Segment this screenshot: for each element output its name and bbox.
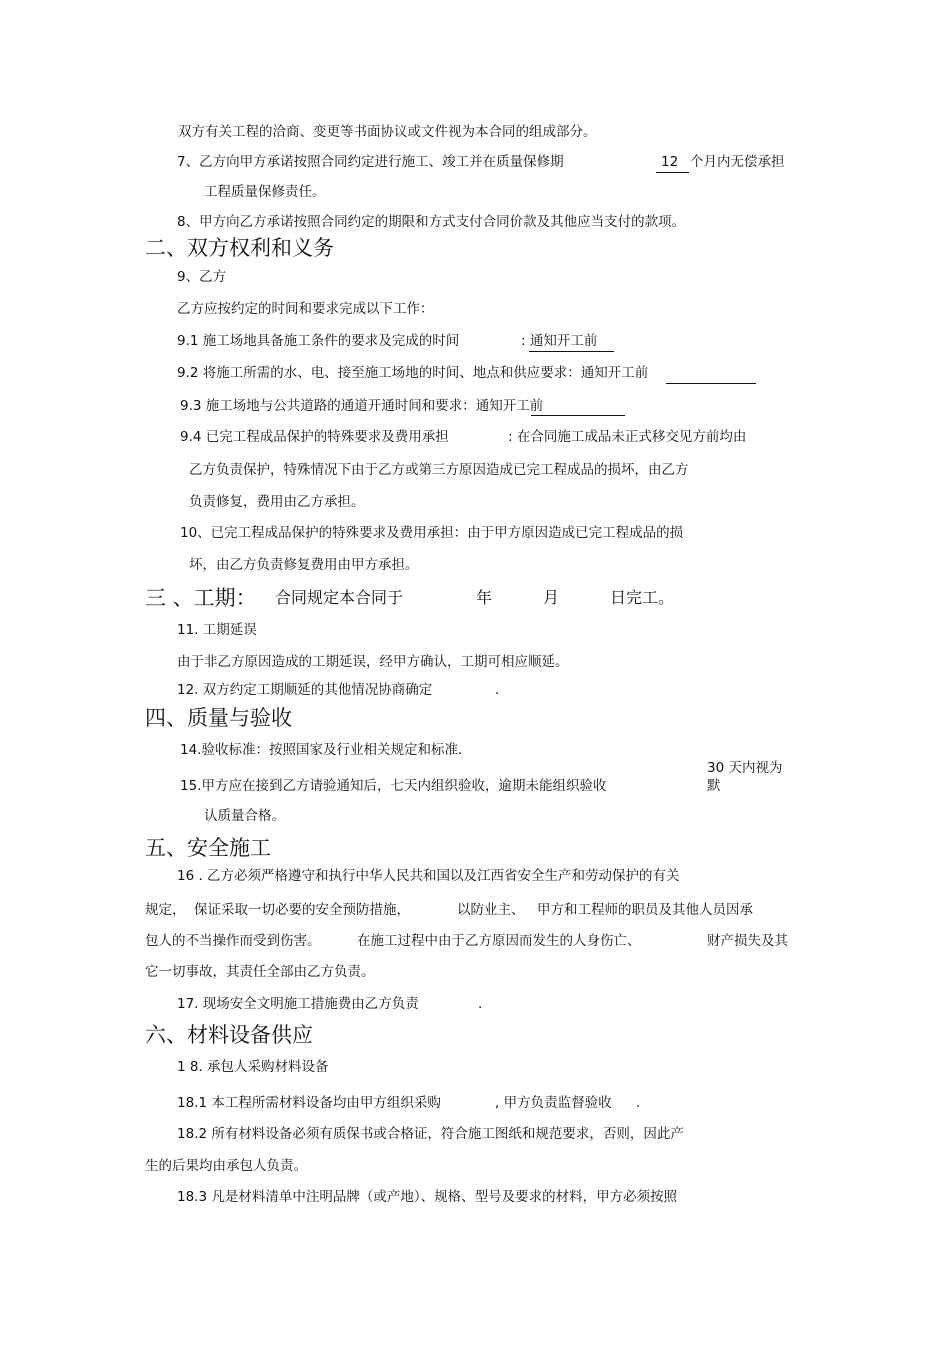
clause-11-text: 由于非乙方原因造成的工期延误，经甲方确认，工期可相应顺延。 — [177, 654, 569, 670]
warranty-months-value: 12 — [661, 154, 679, 170]
clause-16-seg: 以防业主、 — [457, 902, 525, 918]
underline — [531, 415, 625, 416]
section-heading-5: 五、安全施工 — [145, 836, 271, 860]
clause-17-dot: . — [478, 996, 483, 1012]
clause-16-seg: 规定， — [145, 902, 186, 918]
clause-9: 9、乙方 — [177, 269, 227, 285]
clause-16-seg: 在施工过程中由于乙方原因而发生的人身伤亡、 — [357, 933, 641, 949]
clause-18-1-dot: . — [636, 1095, 641, 1111]
section-heading-3: 三 、工期： — [145, 586, 257, 610]
clause-8: 8、甲方向乙方承诺按照合同约定的期限和方式支付合同价款及其他应当支付的款项。 — [177, 214, 686, 230]
clause-18-2: 18.2 所有材料设备必须有质保书或合格证，符合施工图纸和规范要求，否则，因此产 — [177, 1126, 684, 1142]
clause-18-1-cont: , 甲方负责监督验收 — [495, 1095, 612, 1111]
section-heading-4: 四、质量与验收 — [145, 706, 292, 730]
clause-9-2: 9.2 将施工所需的水、电、接至施工场地的时间、地点和供应要求：通知开工前 — [177, 365, 649, 381]
clause-17: 17. 现场安全文明施工措施费由乙方负责 — [177, 996, 419, 1012]
clause-text: 双方有关工程的洽商、变更等书面协议或文件视为本合同的组成部分。 — [178, 124, 597, 140]
clause-9-1-value: : 通知开工前 — [521, 333, 598, 349]
clause-9-4-value: : 在合同施工成品未正式移交见方前均由 — [508, 429, 747, 445]
section-heading-2: 二、双方权利和义务 — [145, 236, 334, 260]
clause-16-seg: 包人的不当操作而受到伤害。 — [145, 933, 321, 949]
clause-7-cont: 个月内无偿承担 — [690, 154, 785, 170]
clause-15-side-2: 默 — [707, 778, 721, 794]
clause-16: 16 . 乙方必须严格遵守和执行中华人民共和国以及江西省安全生产和劳动保护的有关 — [177, 868, 680, 884]
date-day-label: 日完工。 — [610, 588, 675, 607]
clause-9-intro: 乙方应按约定的时间和要求完成以下工作： — [177, 301, 434, 317]
clause-10-end: 坏，由乙方负责修复费用由甲方承担。 — [189, 557, 419, 573]
clause-14: 14.验收标准：按照国家及行业相关规定和标准. — [180, 742, 463, 758]
clause-15-end: 认质量合格。 — [204, 808, 285, 824]
date-month-label: 月 — [543, 588, 560, 607]
clause-15: 15.甲方应在接到乙方请验通知后，七天内组织验收，逾期未能组织验收 — [180, 778, 607, 794]
clause-18-2-end: 生的后果均由承包人负责。 — [145, 1158, 307, 1174]
clause-18-3: 18.3 凡是材料清单中注明品牌（或产地）、规格、型号及要求的材料，甲方必须按照 — [177, 1189, 678, 1205]
date-year-label: 年 — [476, 588, 493, 607]
clause-7: 7、乙方向甲方承诺按照合同约定进行施工、竣工并在质量保修期 — [177, 154, 564, 170]
clause-9-3: 9.3 施工场地与公共道路的通道开通时间和要求：通知开工前 — [180, 398, 544, 414]
clause-15-side: 30 天内视为 — [707, 760, 783, 776]
completion-date-text: 合同规定本合同于 — [275, 588, 404, 607]
clause-7-end: 工程质量保修责任。 — [204, 184, 326, 200]
section-heading-6: 六、材料设备供应 — [145, 1023, 313, 1047]
clause-9-4: 9.4 已完工程成品保护的特殊要求及费用承担 — [180, 429, 449, 445]
clause-16-seg: 财产损失及其 — [707, 933, 788, 949]
clause-18: 1 8. 承包人采购材料设备 — [177, 1059, 329, 1075]
clause-9-4-cont: 乙方负责保护，特殊情况下由于乙方或第三方原因造成已完工程成品的损坏，由乙方 — [189, 462, 689, 478]
underline — [656, 172, 689, 173]
clause-16-end: 它一切事故，其责任全部由乙方负责。 — [145, 964, 375, 980]
clause-18-1: 18.1 本工程所需材料设备均由甲方组织采购 — [177, 1095, 441, 1111]
clause-9-4-end: 负责修复，费用由乙方承担。 — [189, 494, 365, 510]
underline — [666, 383, 756, 384]
clause-12: 12. 双方约定工期顺延的其他情况协商确定 — [177, 682, 433, 698]
clause-16-seg: 保证采取一切必要的安全预防措施， — [194, 902, 410, 918]
underline — [529, 351, 614, 352]
clause-10: 10、已完工程成品保护的特殊要求及费用承担：由于甲方原因造成已完工程成品的损 — [180, 525, 684, 541]
clause-9-1: 9.1 施工场地具备施工条件的要求及完成的时间 — [177, 333, 460, 349]
clause-11: 11. 工期延误 — [177, 622, 257, 638]
clause-16-seg: 甲方和工程师的职员及其他人员因承 — [537, 902, 753, 918]
clause-12-dot: . — [495, 682, 500, 698]
